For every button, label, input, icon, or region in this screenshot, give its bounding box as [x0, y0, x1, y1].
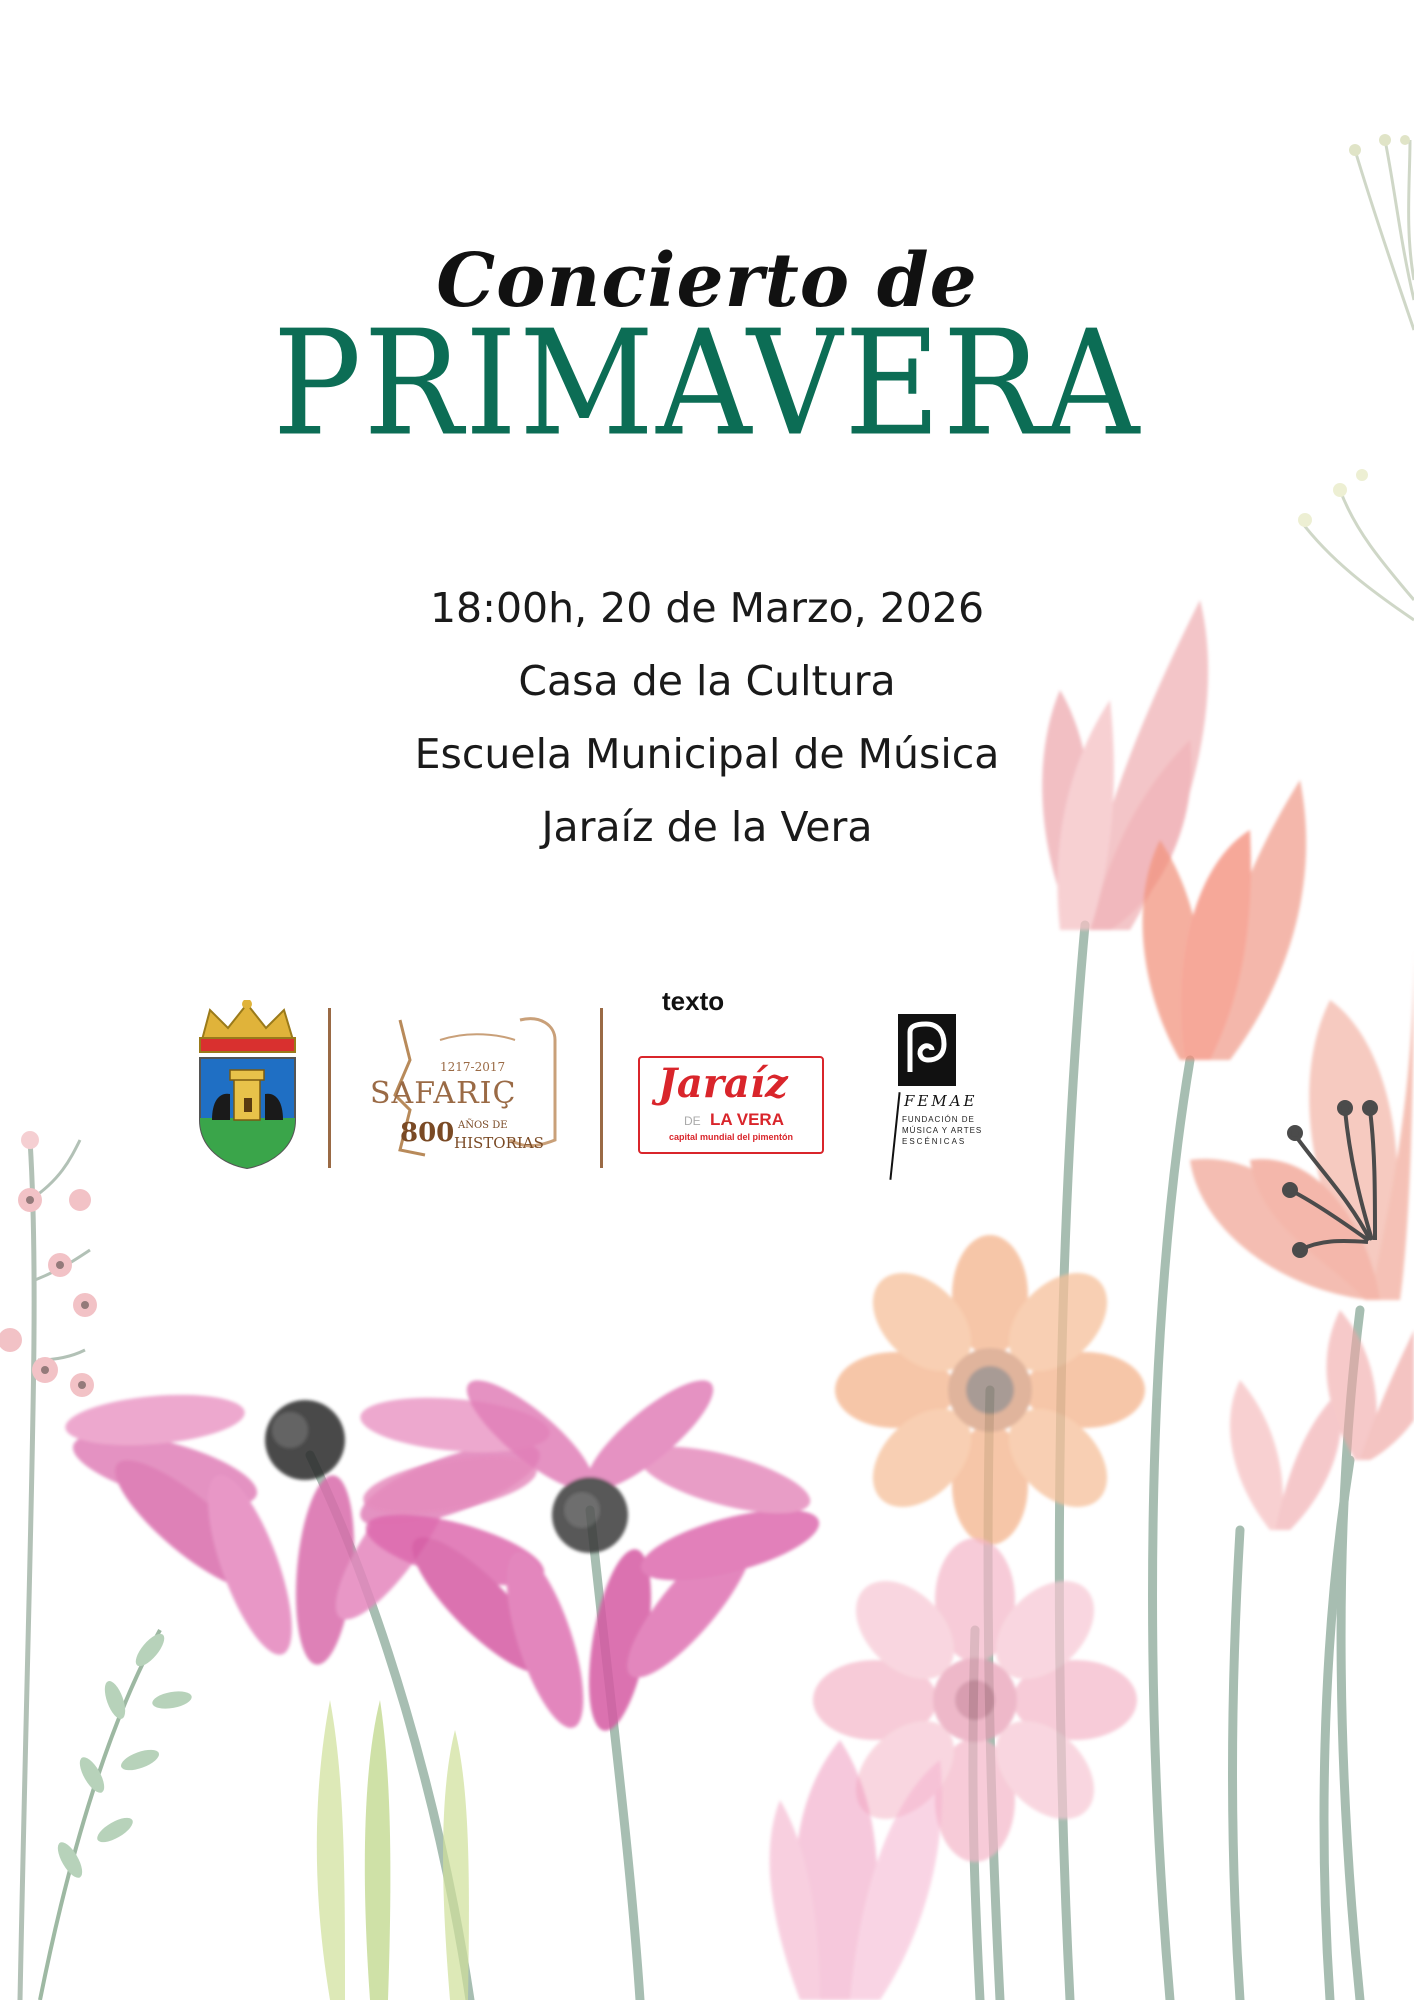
safaric-logo — [340, 1000, 590, 1170]
event-town: Jaraíz de la Vera — [541, 803, 873, 851]
femae-line3: ESCÉNICAS — [902, 1137, 967, 1146]
divider-line — [328, 1008, 331, 1168]
peach-flower — [835, 1235, 1145, 1545]
safaric-sub2: HISTORIAS — [454, 1134, 544, 1152]
jaraiz-de: DE — [684, 1114, 701, 1128]
primavera-title: PRIMAVERA — [272, 299, 1142, 469]
berry-sprig-left — [0, 1131, 97, 2000]
femae-line2: MÚSICA Y ARTES — [902, 1126, 983, 1135]
coat-of-arms-icon — [190, 1000, 305, 1170]
divider-line — [600, 1008, 603, 1168]
safaric-years: 1217-2017 — [440, 1060, 506, 1074]
jaraiz-name: Jaraíz — [658, 1060, 788, 1107]
leafy-stem-left — [40, 1630, 193, 2000]
femae-line1: FUNDACIÓN DE — [902, 1115, 975, 1124]
femae-emblem-icon — [898, 1014, 956, 1086]
event-organizer: Escuela Municipal de Música — [414, 730, 1000, 778]
safaric-sub1: AÑOS DE — [458, 1120, 508, 1131]
event-details — [0, 572, 1414, 864]
jaraiz-tagline: capital mundial del pimentón — [668, 1132, 793, 1142]
femae-stem-icon — [889, 1092, 900, 1180]
femae-logo — [866, 1012, 996, 1182]
event-datetime: 18:00h, 20 de Marzo, 2026 — [429, 584, 985, 632]
safaric-name: SAFARIÇ — [370, 1076, 517, 1111]
sponsor-label: texto — [662, 986, 725, 1016]
grass-blades — [317, 1700, 469, 2000]
event-venue: Casa de la Cultura — [518, 657, 896, 705]
femae-name: FEMAE — [904, 1092, 978, 1110]
concert-script-title: Concierto de — [436, 238, 978, 324]
jaraiz-vera: LA VERA — [710, 1110, 784, 1129]
safaric-number: 800 — [400, 1118, 455, 1148]
pink-buds-right — [1230, 1310, 1414, 1530]
jaraiz-logo — [638, 1056, 824, 1154]
